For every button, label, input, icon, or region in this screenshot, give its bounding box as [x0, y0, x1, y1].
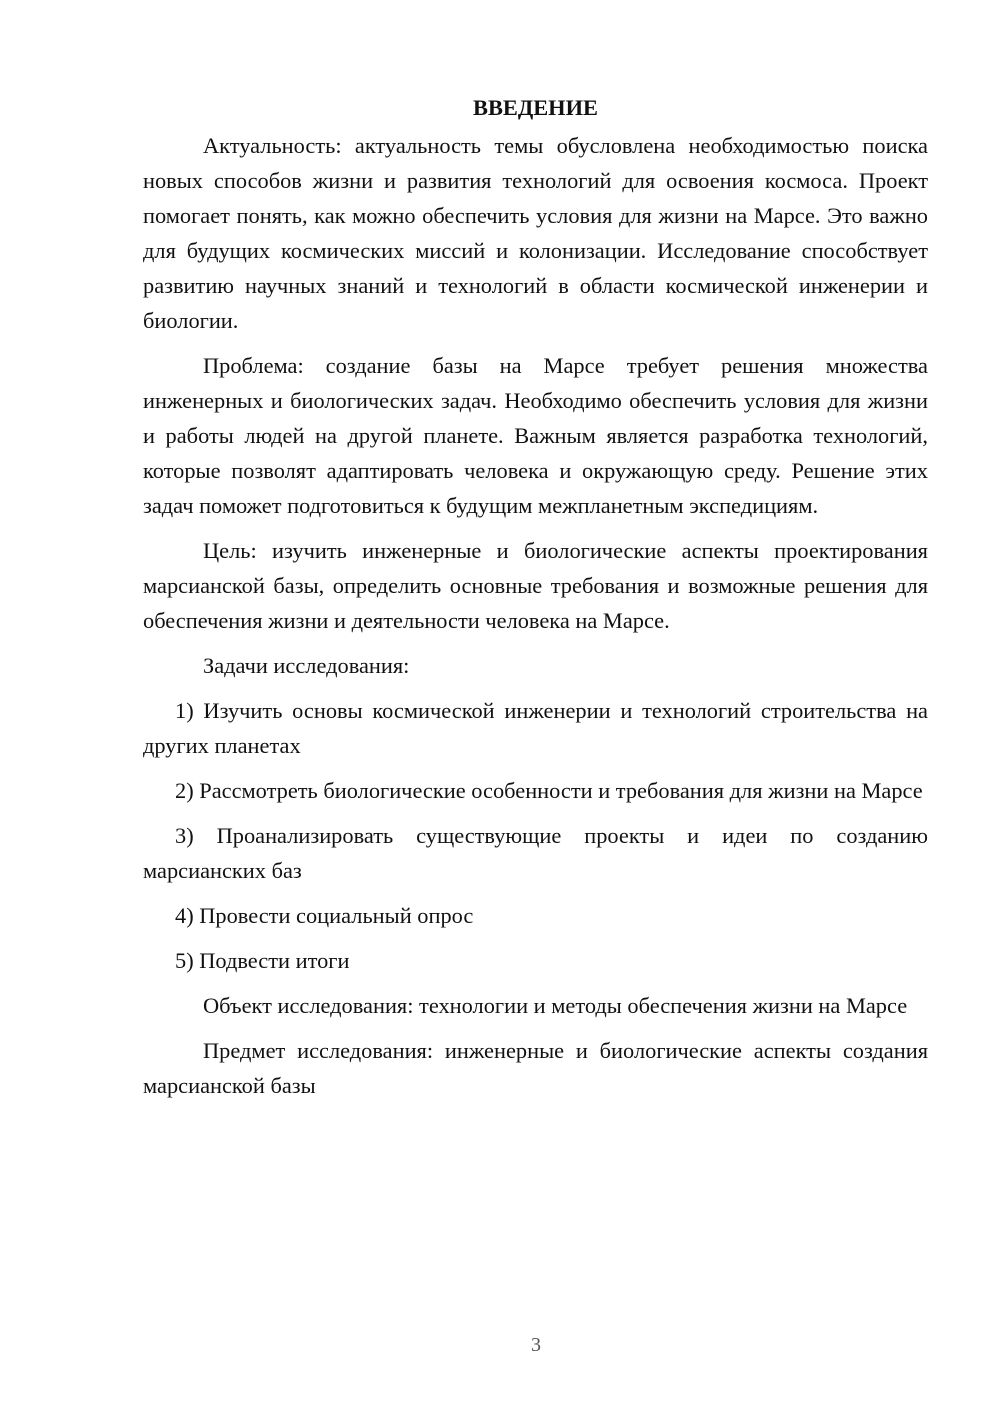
- task-item-5: 5) Подвести итоги: [175, 948, 350, 973]
- paragraph-subject: Предмет исследования: инженерные и биологические аспекты создания марсианской базы: [143, 1038, 928, 1098]
- task-item-2: 2) Рассмотреть биологические особенности и требования для жизни на Марсе: [175, 778, 923, 803]
- page-content: [143, 90, 928, 1113]
- paragraph-relevance: Актуальность: актуальность темы обусловлена необходимостью поиска новых способов жизни и развития технологий для освоения космоса. Проект помогает понять, как можно обеспечить условия для жизни на Марсе. Это важно для будущих космических миссий и колонизации. Исследование способствует развитию научных знаний и технологий в области космической инженерии и биологии.: [143, 133, 928, 333]
- task-item-3: 3) Проанализировать существующие проекты и идеи по созданию марсианских баз: [143, 823, 928, 883]
- task-item-4: 4) Провести социальный опрос: [175, 903, 474, 928]
- paragraph-goal: Цель: изучить инженерные и биологические аспекты проектирования марсианской базы, определить основные требования и возможные решения для обеспечения жизни и деятельности человека на Марсе.: [143, 538, 928, 633]
- tasks-heading: Задачи исследования:: [203, 653, 410, 678]
- paragraph-object: Объект исследования: технологии и методы обеспечения жизни на Марсе: [203, 993, 908, 1018]
- page-number: 3: [531, 1334, 541, 1356]
- section-title: ВВЕДЕНИЕ: [473, 95, 598, 120]
- paragraph-problem: Проблема: создание базы на Марсе требует решения множества инженерных и биологических задач. Необходимо обеспечить условия для жизни и работы людей на другой планете. Важным является разработка технологий, которые позволят адаптировать человека и окружающую среду. Решение этих задач поможет подготовиться к будущим межпланетным экспедициям.: [143, 353, 928, 518]
- task-item-1: 1) Изучить основы космической инженерии и технологий строительства на других планетах: [143, 698, 928, 758]
